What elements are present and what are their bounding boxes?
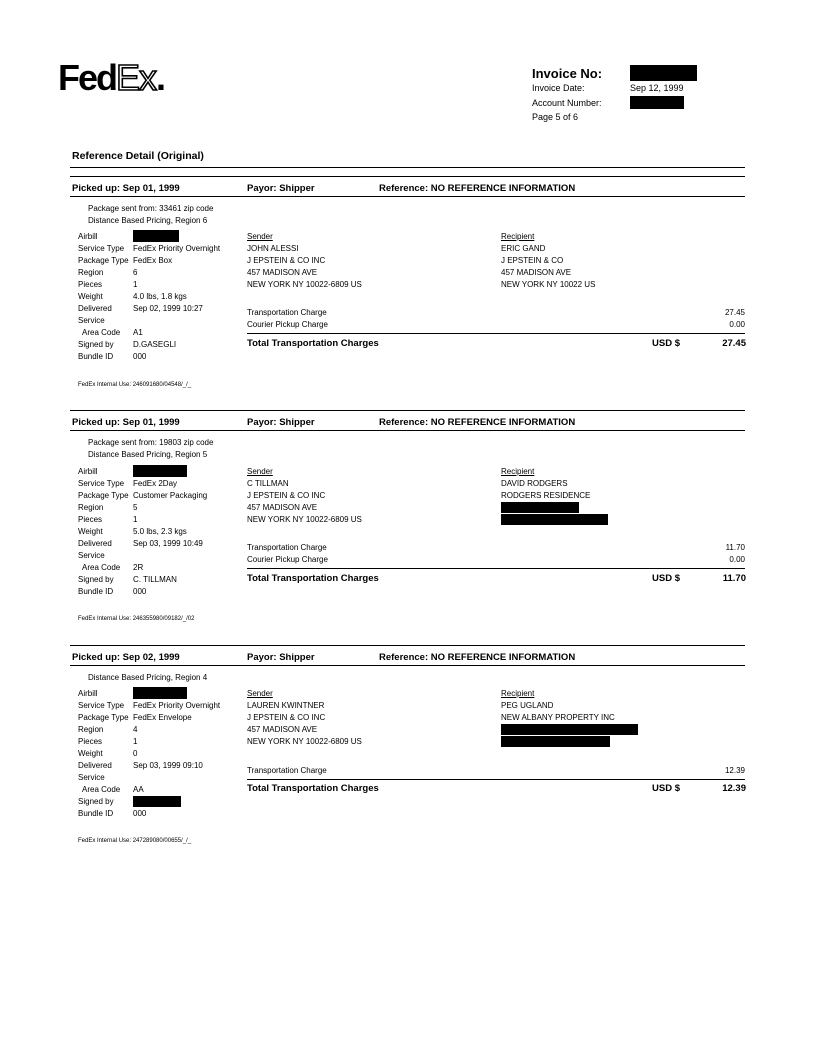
- total-rule: [247, 568, 745, 569]
- info-line-2: Distance Based Pricing, Region 6: [88, 216, 208, 225]
- label-area-code: Area Code: [82, 328, 121, 337]
- label-region: Region: [78, 268, 104, 277]
- label-service-type: Service Type: [78, 701, 125, 710]
- sender-label: Sender: [247, 689, 273, 698]
- label-bundle-id: Bundle ID: [78, 352, 114, 361]
- usd-label: USD $: [652, 573, 680, 584]
- total-rule: [247, 333, 745, 334]
- delivered: Sep 03, 1999 09:10: [133, 761, 203, 770]
- weight: 5.0 lbs, 2.3 kgs: [133, 527, 187, 536]
- recipient-line: DAVID RODGERS: [501, 479, 568, 488]
- label-service: Service: [78, 773, 105, 782]
- charge-label: Transportation Charge: [247, 543, 327, 552]
- recipient-line: NEW ALBANY PROPERTY INC: [501, 713, 615, 722]
- label-region: Region: [78, 725, 104, 734]
- label-signed-by: Signed by: [78, 340, 114, 349]
- pieces: 1: [133, 515, 138, 524]
- area-code: AA: [133, 785, 144, 794]
- sender-line: 457 MADISON AVE: [247, 268, 318, 277]
- account-number-label: Account Number:: [532, 98, 602, 108]
- fedex-logo: FedEx.: [58, 57, 165, 98]
- page-number: Page 5 of 6: [532, 112, 579, 122]
- info-line-1: Package sent from: 33461 zip code: [88, 204, 214, 213]
- label-weight: Weight: [78, 292, 103, 301]
- label-delivered: Delivered: [78, 539, 112, 548]
- package-type: FedEx Box: [133, 256, 173, 265]
- service-type: FedEx Priority Overnight: [133, 701, 221, 710]
- block-top-rule: [70, 410, 745, 411]
- label-service: Service: [78, 551, 105, 560]
- redacted-recipient-address: [501, 502, 579, 513]
- block-header-rule: [70, 196, 745, 197]
- info-line-2: Distance Based Pricing, Region 5: [88, 450, 208, 459]
- signed-by: D.GASEGLI: [133, 340, 177, 349]
- picked-up: Picked up: Sep 01, 1999: [72, 183, 180, 194]
- sender-line: JOHN ALESSI: [247, 244, 299, 253]
- bundle-id: 000: [133, 352, 147, 361]
- delivered: Sep 03, 1999 10:49: [133, 539, 203, 548]
- label-service-type: Service Type: [78, 479, 125, 488]
- internal-use: FedEx Internal Use: 247289080/00655/_/_: [78, 838, 192, 844]
- label-bundle-id: Bundle ID: [78, 587, 114, 596]
- invoice-date: Sep 12, 1999: [630, 83, 684, 93]
- region: 6: [133, 268, 138, 277]
- label-package-type: Package Type: [78, 713, 129, 722]
- charge-label: Courier Pickup Charge: [247, 320, 328, 329]
- recipient-line: J EPSTEIN & CO: [501, 256, 564, 265]
- invoice-date-label: Invoice Date:: [532, 83, 585, 93]
- redacted-signed-by: [133, 796, 181, 807]
- sender-line: 457 MADISON AVE: [247, 503, 318, 512]
- redacted-recipient-city: [501, 736, 610, 747]
- label-service-type: Service Type: [78, 244, 125, 253]
- sender-line: J EPSTEIN & CO INC: [247, 491, 326, 500]
- label-airbill: Airbill: [78, 467, 98, 476]
- label-area-code: Area Code: [82, 563, 121, 572]
- total-amount: 12.39: [722, 783, 746, 794]
- sender-label: Sender: [247, 467, 273, 476]
- delivered: Sep 02, 1999 10:27: [133, 304, 203, 313]
- pieces: 1: [133, 280, 138, 289]
- label-region: Region: [78, 503, 104, 512]
- total-rule: [247, 779, 745, 780]
- total-amount: 11.70: [722, 573, 746, 584]
- redacted-airbill: [133, 465, 187, 477]
- label-signed-by: Signed by: [78, 575, 114, 584]
- label-package-type: Package Type: [78, 491, 129, 500]
- info-line-2: Distance Based Pricing, Region 4: [88, 673, 208, 682]
- recipient-label: Recipient: [501, 467, 535, 476]
- block-header-rule: [70, 665, 745, 666]
- service-type: FedEx 2Day: [133, 479, 178, 488]
- redacted-account-number: [630, 96, 684, 109]
- payor: Payor: Shipper: [247, 183, 315, 194]
- charge-label: Courier Pickup Charge: [247, 555, 328, 564]
- sender-line: J EPSTEIN & CO INC: [247, 713, 326, 722]
- recipient-label: Recipient: [501, 232, 535, 241]
- area-code: A1: [133, 328, 143, 337]
- sender-line: NEW YORK NY 10022-6809 US: [247, 515, 362, 524]
- info-line-1: Package sent from: 19803 zip code: [88, 438, 214, 447]
- charge-amount: 12.39: [724, 766, 745, 775]
- charge-amount: 0.00: [729, 320, 745, 329]
- label-airbill: Airbill: [78, 689, 98, 698]
- signed-by: C. TILLMAN: [133, 575, 177, 584]
- charge-amount: 27.45: [724, 308, 745, 317]
- block-top-rule: [70, 645, 745, 646]
- recipient-line: PEG UGLAND: [501, 701, 554, 710]
- payor: Payor: Shipper: [247, 652, 315, 663]
- payor: Payor: Shipper: [247, 417, 315, 428]
- redacted-airbill: [133, 230, 179, 242]
- total-label: Total Transportation Charges: [247, 573, 379, 584]
- sender-line: C TILLMAN: [247, 479, 289, 488]
- picked-up: Picked up: Sep 02, 1999: [72, 652, 180, 663]
- block-top-rule: [70, 176, 745, 177]
- region: 5: [133, 503, 138, 512]
- usd-label: USD $: [652, 783, 680, 794]
- reference: Reference: NO REFERENCE INFORMATION: [379, 652, 576, 663]
- label-weight: Weight: [78, 527, 103, 536]
- redacted-airbill: [133, 687, 187, 699]
- picked-up: Picked up: Sep 01, 1999: [72, 417, 180, 428]
- sender-line: 457 MADISON AVE: [247, 725, 318, 734]
- package-type: FedEx Envelope: [133, 713, 192, 722]
- label-package-type: Package Type: [78, 256, 129, 265]
- section-title: Reference Detail (Original): [72, 150, 204, 162]
- sender-line: LAUREN KWINTNER: [247, 701, 325, 710]
- label-signed-by: Signed by: [78, 797, 114, 806]
- label-pieces: Pieces: [78, 280, 103, 289]
- label-service: Service: [78, 316, 105, 325]
- charge-amount: 0.00: [729, 555, 745, 564]
- bundle-id: 000: [133, 809, 147, 818]
- sender-line: NEW YORK NY 10022-6809 US: [247, 737, 362, 746]
- label-delivered: Delivered: [78, 761, 112, 770]
- sender-line: J EPSTEIN & CO INC: [247, 256, 326, 265]
- label-airbill: Airbill: [78, 232, 98, 241]
- invoice-no-label: Invoice No:: [532, 66, 603, 81]
- redacted-recipient-city: [501, 514, 608, 525]
- sender-line: NEW YORK NY 10022-6809 US: [247, 280, 362, 289]
- charge-amount: 11.70: [725, 543, 745, 552]
- total-label: Total Transportation Charges: [247, 338, 379, 349]
- bundle-id: 000: [133, 587, 147, 596]
- charge-label: Transportation Charge: [247, 308, 327, 317]
- region: 4: [133, 725, 138, 734]
- service-type: FedEx Priority Overnight: [133, 244, 221, 253]
- section-rule: [70, 167, 745, 168]
- label-bundle-id: Bundle ID: [78, 809, 114, 818]
- redacted-invoice-no: [630, 65, 697, 81]
- label-pieces: Pieces: [78, 737, 103, 746]
- label-pieces: Pieces: [78, 515, 103, 524]
- weight: 0: [133, 749, 138, 758]
- package-type: Customer Packaging: [133, 491, 208, 500]
- block-header-rule: [70, 430, 745, 431]
- reference: Reference: NO REFERENCE INFORMATION: [379, 417, 576, 428]
- recipient-line: NEW YORK NY 10022 US: [501, 280, 596, 289]
- total-amount: 27.45: [722, 338, 746, 349]
- reference: Reference: NO REFERENCE INFORMATION: [379, 183, 576, 194]
- label-area-code: Area Code: [82, 785, 121, 794]
- label-weight: Weight: [78, 749, 103, 758]
- internal-use: FedEx Internal Use: 246091680/04548/_/_: [78, 382, 192, 388]
- redacted-recipient-address: [501, 724, 638, 735]
- area-code: 2R: [133, 563, 144, 572]
- internal-use: FedEx Internal Use: 246355980/09182/_/02: [78, 616, 195, 622]
- charge-label: Transportation Charge: [247, 766, 327, 775]
- sender-label: Sender: [247, 232, 273, 241]
- recipient-line: ERIC GAND: [501, 244, 546, 253]
- recipient-label: Recipient: [501, 689, 535, 698]
- usd-label: USD $: [652, 338, 680, 349]
- total-label: Total Transportation Charges: [247, 783, 379, 794]
- label-delivered: Delivered: [78, 304, 112, 313]
- pieces: 1: [133, 737, 138, 746]
- weight: 4.0 lbs, 1.8 kgs: [133, 292, 187, 301]
- recipient-line: 457 MADISON AVE: [501, 268, 572, 277]
- recipient-line: RODGERS RESIDENCE: [501, 491, 591, 500]
